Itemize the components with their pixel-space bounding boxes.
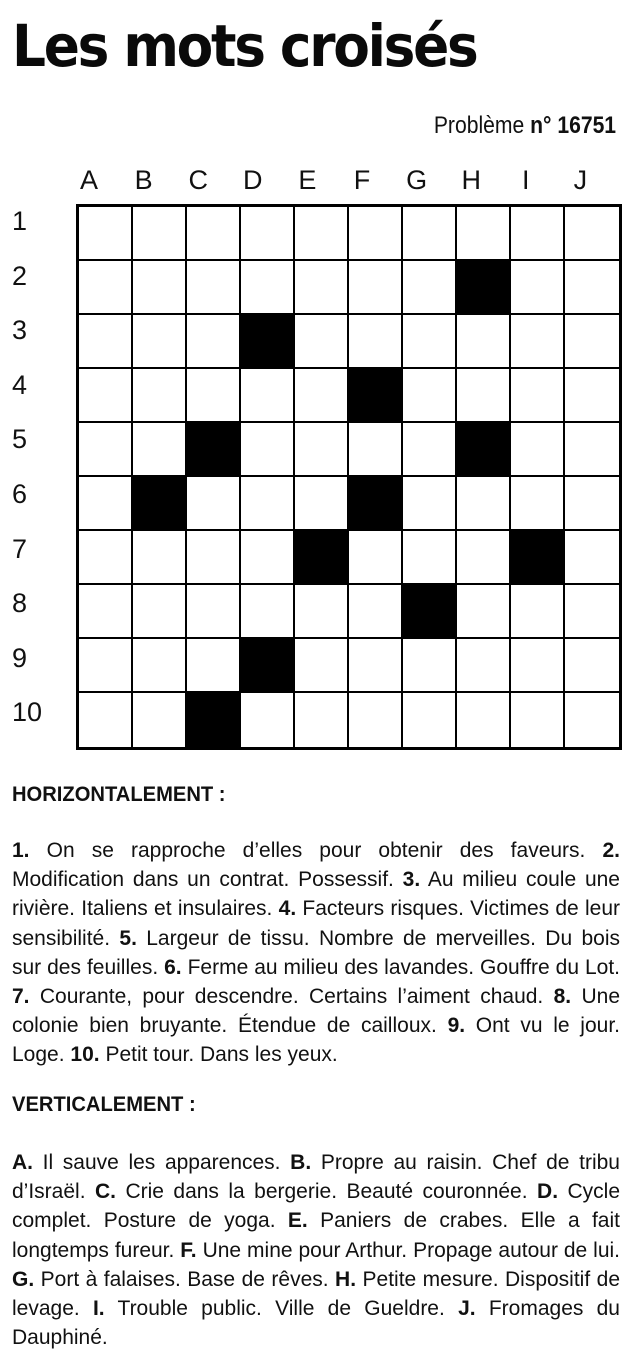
grid-cell-i5[interactable]	[511, 423, 565, 477]
black-cell-c5	[187, 423, 241, 477]
grid-cell-d1[interactable]	[241, 207, 295, 261]
grid-cell-c9[interactable]	[187, 639, 241, 693]
clue-text: Cycle complet. Posture de yoga.	[12, 1180, 620, 1233]
grid-cell-i3[interactable]	[511, 315, 565, 369]
grid-cell-j4[interactable]	[565, 369, 619, 423]
clue-number: I.	[92, 1297, 105, 1321]
black-cell-i7	[511, 531, 565, 585]
grid-cell-h9[interactable]	[457, 639, 511, 693]
column-label-b: B	[134, 165, 153, 195]
grid-cell-a2[interactable]	[79, 261, 133, 315]
grid-cell-f8[interactable]	[349, 585, 403, 639]
vertical-clues	[12, 1148, 620, 1352]
black-cell-b6	[133, 477, 187, 531]
grid-cell-f1[interactable]	[349, 207, 403, 261]
clue-text: Une mine pour Arthur. Propage autour de lui.	[202, 1238, 620, 1262]
black-cell-d3	[241, 315, 295, 369]
grid-cell-b1[interactable]	[133, 207, 187, 261]
row-label-6: 6	[12, 479, 28, 509]
grid-cell-i10[interactable]	[511, 693, 565, 747]
grid-cell-c8[interactable]	[187, 585, 241, 639]
black-cell-h5	[457, 423, 511, 477]
crossword-grid	[76, 204, 622, 750]
clue-number: 3.	[402, 868, 421, 892]
grid-cell-b4[interactable]	[133, 369, 187, 423]
grid-cell-b8[interactable]	[133, 585, 187, 639]
grid-cell-i2[interactable]	[511, 261, 565, 315]
row-label-10: 10	[12, 697, 43, 728]
clue-text: Petit tour. Dans les yeux.	[105, 1043, 338, 1067]
row-label-1: 1	[12, 206, 28, 236]
grid-cell-g6[interactable]	[403, 477, 457, 531]
grid-cell-g9[interactable]	[403, 639, 457, 693]
horizontal-heading: HORIZONTALEMENT :	[12, 783, 226, 806]
row-label-4: 4	[12, 369, 28, 400]
column-label-f: F	[353, 165, 371, 195]
black-cell-d9	[241, 639, 295, 693]
grid-cell-d5[interactable]	[241, 423, 295, 477]
clue-number: 6.	[164, 955, 182, 979]
clue-number: A.	[12, 1151, 33, 1174]
problem-number-value: n° 16751	[530, 112, 616, 139]
clue-text: Facteurs risques. Victimes de leur sensibilité.	[12, 897, 621, 950]
clue-number: B.	[290, 1151, 312, 1174]
grid-cell-b10[interactable]	[133, 693, 187, 747]
clue-text: Une colonie bien bruyante. Étendue de cailloux.	[12, 985, 621, 1038]
grid-cell-i8[interactable]	[511, 585, 565, 639]
row-label-5: 5	[12, 424, 28, 455]
row-label-9: 9	[12, 642, 28, 673]
clue-text: Port à falaises. Base de rêves.	[40, 1267, 329, 1291]
grid-cell-d7[interactable]	[241, 531, 295, 585]
clue-text: Il sauve les apparences.	[42, 1151, 281, 1174]
grid-cell-a5[interactable]	[79, 423, 133, 477]
grid-cell-f5[interactable]	[349, 423, 403, 477]
clue-text: Largeur de tissu. Nombre de merveilles. Du bois sur des feuilles.	[12, 926, 620, 979]
grid-cell-g10[interactable]	[403, 693, 457, 747]
clue-number: F.	[180, 1238, 197, 1262]
black-cell-g8	[403, 585, 457, 639]
clue-text: Modification dans un contrat. Possessif.	[12, 868, 394, 892]
clue-number: D.	[537, 1180, 559, 1204]
grid-cell-f2[interactable]	[349, 261, 403, 315]
horizontal-clues	[12, 836, 620, 1070]
clue-number: H.	[335, 1267, 357, 1291]
grid-cell-i1[interactable]	[511, 207, 565, 261]
grid-cell-h10[interactable]	[457, 693, 511, 747]
vertical-heading: VERTICALEMENT :	[12, 1093, 196, 1116]
grid-cell-a9[interactable]	[79, 639, 133, 693]
grid-cell-c3[interactable]	[187, 315, 241, 369]
column-label-d: D	[243, 165, 263, 195]
column-label-i: I	[522, 165, 530, 195]
grid-cell-j8[interactable]	[565, 585, 619, 639]
black-cell-e7	[295, 531, 349, 585]
clue-text: Trouble public. Ville de Gueldre.	[117, 1297, 445, 1321]
grid-cell-h4[interactable]	[457, 369, 511, 423]
clue-number: J.	[458, 1297, 476, 1321]
grid-cell-j10[interactable]	[565, 693, 619, 747]
grid-cell-g2[interactable]	[403, 261, 457, 315]
grid-cell-e9[interactable]	[295, 639, 349, 693]
grid-cell-c7[interactable]	[187, 531, 241, 585]
grid-cell-h3[interactable]	[457, 315, 511, 369]
grid-cell-d4[interactable]	[241, 369, 295, 423]
column-label-h: H	[461, 165, 481, 195]
grid-cell-e5[interactable]	[295, 423, 349, 477]
grid-cell-b9[interactable]	[133, 639, 187, 693]
black-cell-h2	[457, 261, 511, 315]
clue-text: Ferme au milieu des lavandes. Gouffre du Lot.	[187, 955, 620, 979]
grid-cell-c2[interactable]	[187, 261, 241, 315]
grid-cell-a6[interactable]	[79, 477, 133, 531]
column-label-a: A	[79, 165, 98, 195]
row-label-7: 7	[12, 533, 28, 564]
grid-cell-a8[interactable]	[79, 585, 133, 639]
page-title: Les mots croisés	[12, 12, 477, 80]
grid-cell-d10[interactable]	[241, 693, 295, 747]
clue-number: 10.	[70, 1043, 100, 1067]
grid-cell-f9[interactable]	[349, 639, 403, 693]
grid-cell-d2[interactable]	[241, 261, 295, 315]
grid-cell-d6[interactable]	[241, 477, 295, 531]
grid-cell-b2[interactable]	[133, 261, 187, 315]
black-cell-f4	[349, 369, 403, 423]
row-label-8: 8	[12, 588, 28, 619]
grid-cell-e4[interactable]	[295, 369, 349, 423]
grid-cell-g7[interactable]	[403, 531, 457, 585]
grid-cell-e1[interactable]	[295, 207, 349, 261]
grid-cell-j7[interactable]	[565, 531, 619, 585]
black-cell-f6	[349, 477, 403, 531]
column-label-e: E	[298, 165, 317, 195]
grid-cell-a1[interactable]	[79, 207, 133, 261]
grid-cell-h6[interactable]	[457, 477, 511, 531]
grid-cell-j3[interactable]	[565, 315, 619, 369]
grid-cell-f10[interactable]	[349, 693, 403, 747]
grid-cell-d8[interactable]	[241, 585, 295, 639]
grid-cell-g4[interactable]	[403, 369, 457, 423]
clue-text: Au milieu coule une rivière. Italiens et insulaires.	[12, 868, 620, 921]
problem-number	[434, 110, 616, 142]
grid-cell-j2[interactable]	[565, 261, 619, 315]
grid-cell-e6[interactable]	[295, 477, 349, 531]
clue-number: 2.	[602, 839, 621, 862]
grid-cell-i6[interactable]	[511, 477, 565, 531]
grid-cell-c1[interactable]	[187, 207, 241, 261]
grid-cell-g5[interactable]	[403, 423, 457, 477]
grid-cell-a4[interactable]	[79, 369, 133, 423]
grid-cell-c4[interactable]	[187, 369, 241, 423]
column-label-c: C	[188, 165, 208, 195]
grid-cell-i9[interactable]	[511, 639, 565, 693]
grid-cell-j1[interactable]	[565, 207, 619, 261]
grid-cell-b5[interactable]	[133, 423, 187, 477]
row-label-2: 2	[12, 260, 28, 291]
grid-cell-b3[interactable]	[133, 315, 187, 369]
grid-cell-j5[interactable]	[565, 423, 619, 477]
grid-cell-e2[interactable]	[295, 261, 349, 315]
clue-number: 1.	[12, 839, 30, 862]
column-label-g: G	[406, 165, 428, 195]
grid-cell-e3[interactable]	[295, 315, 349, 369]
grid-cell-g3[interactable]	[403, 315, 457, 369]
clue-number: 9.	[447, 1014, 466, 1038]
clue-text: Crie dans la bergerie. Beauté couronnée.	[125, 1180, 528, 1204]
clue-number: 8.	[553, 985, 572, 1009]
clue-text: Petite mesure. Dispositif de levage.	[12, 1267, 620, 1321]
grid-cell-j9[interactable]	[565, 639, 619, 693]
clue-text: On se rapproche d’elles pour obtenir des faveurs.	[46, 839, 586, 862]
black-cell-c10	[187, 693, 241, 747]
clue-text: Ont vu le jour. Loge.	[12, 1014, 620, 1067]
grid-cell-a3[interactable]	[79, 315, 133, 369]
grid-cell-g1[interactable]	[403, 207, 457, 261]
clue-number: 5.	[119, 926, 137, 950]
clue-number: C.	[94, 1180, 116, 1204]
grid-cell-i4[interactable]	[511, 369, 565, 423]
problem-prefix: Problème	[433, 112, 525, 139]
grid-cell-e10[interactable]	[295, 693, 349, 747]
clue-number: 4.	[278, 897, 297, 921]
row-label-3: 3	[12, 315, 28, 346]
grid-cell-h8[interactable]	[457, 585, 511, 639]
grid-cell-h1[interactable]	[457, 207, 511, 261]
clue-text: Propre au raisin. Chef de tribu d’Israël.	[12, 1151, 620, 1204]
clue-number: E.	[287, 1209, 308, 1233]
grid-cell-a7[interactable]	[79, 531, 133, 585]
clue-text: Courante, pour descendre. Certains l’aiment chaud.	[39, 985, 544, 1009]
column-label-j: J	[573, 165, 588, 195]
grid-cell-a10[interactable]	[79, 693, 133, 747]
grid-cell-e8[interactable]	[295, 585, 349, 639]
clue-number: G.	[12, 1267, 35, 1291]
grid-cell-f7[interactable]	[349, 531, 403, 585]
clue-text: Fromages du Dauphiné.	[12, 1297, 620, 1350]
grid-cell-c6[interactable]	[187, 477, 241, 531]
grid-cell-h7[interactable]	[457, 531, 511, 585]
grid-cell-j6[interactable]	[565, 477, 619, 531]
clue-number: 7.	[12, 985, 30, 1009]
grid-cell-f3[interactable]	[349, 315, 403, 369]
grid-cell-b7[interactable]	[133, 531, 187, 585]
clue-text: Paniers de crabes. Elle a fait longtemps fureur.	[12, 1209, 620, 1262]
